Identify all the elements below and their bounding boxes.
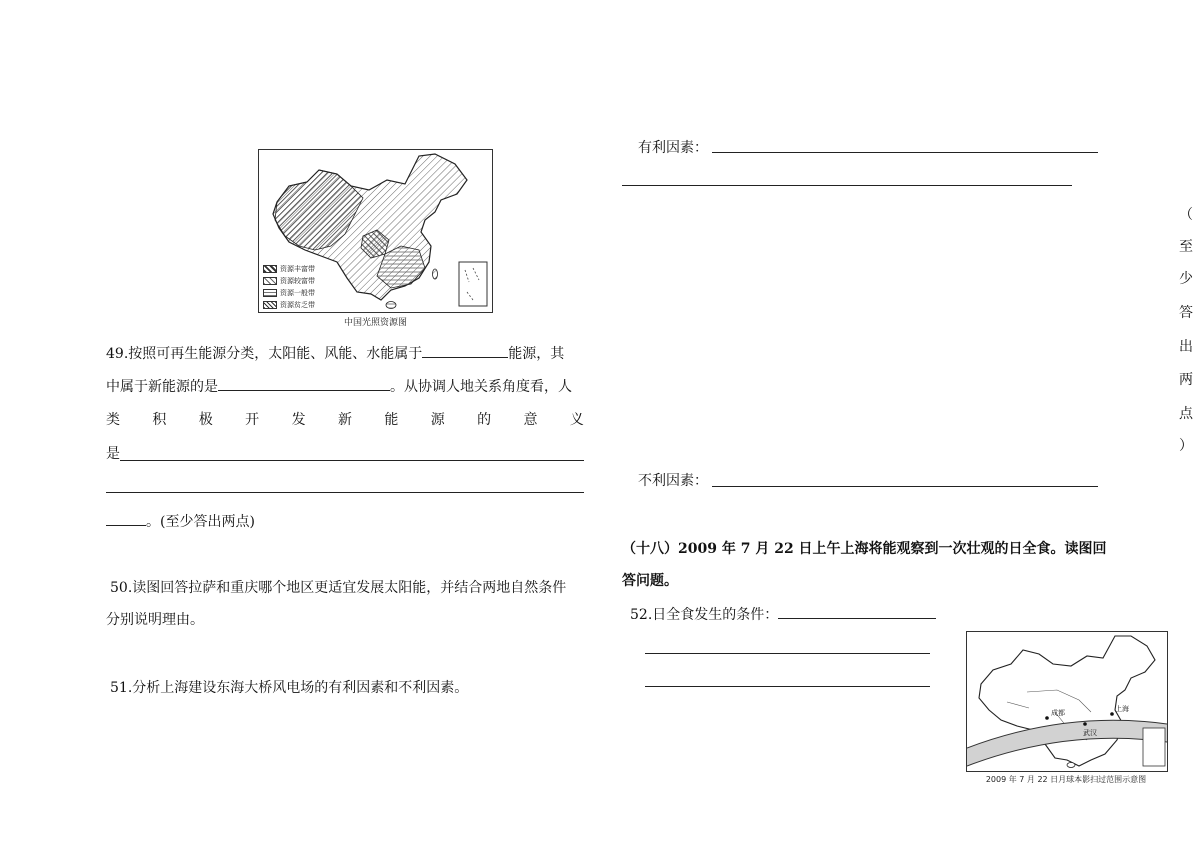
legend-label: 资源丰富带 [280,265,315,273]
q49-blank-3[interactable] [106,525,146,526]
q52-blank[interactable] [778,618,936,619]
side-note-char: 点 [1179,406,1193,422]
q49-text: 中属于新能源的是 [106,379,218,395]
q52-label: 52.日全食发生的条件： [630,607,779,623]
city-label-chengdu: 成都 [1051,709,1065,717]
side-note-char: 出 [1179,339,1193,355]
q49-char: 极 [198,412,213,428]
legend-label: 资源一般带 [280,289,315,297]
q52-answer-line-2[interactable] [645,686,930,687]
legend-swatch [263,265,277,273]
q49-answer-line-2[interactable] [106,492,584,493]
legend-item-fairly-rich [263,276,315,286]
legend-label: 资源贫乏带 [280,301,315,309]
section18-heading-line1: （十八）2009 年 7 月 22 日上午上海将能观察到一次壮观的日全食。读图回 [622,541,1107,557]
q49-blank-1[interactable] [422,357,508,358]
q49-text: 。从协调人地关系角度看，人 [390,379,572,395]
q49-line3 [106,409,584,429]
q49-char: 新 [337,412,352,428]
side-note-char: 答 [1179,305,1193,321]
eclipse-path-map-drawing [967,632,1167,771]
q49-text: 能源，其 [508,346,565,362]
legend-swatch [263,289,277,297]
favorable-factors-label: 有利因素： [638,140,708,156]
legend-item-rich [263,264,315,274]
legend-swatch [263,301,277,309]
q52-line1 [630,604,936,624]
q49-blank-2[interactable] [218,390,390,391]
unfavorable-factors-label: 不利因素： [638,473,708,489]
legend-item-poor [263,300,315,310]
side-note-char: 至 [1179,239,1193,255]
q51-line1: 51.分析上海建设东海大桥风电场的有利因素和不利因素。 [110,680,469,696]
city-label-shanghai: 上海 [1115,705,1129,713]
side-note-char: （ [1179,207,1193,223]
side-note-char: ） [1179,438,1193,454]
legend-swatch [263,277,277,285]
legend-item-general [263,288,315,298]
q49-line2 [106,376,584,396]
q49-char: 义 [569,412,584,428]
map1-caption: 中国光照资源图 [343,318,407,328]
q49-char: 的 [477,412,492,428]
q49-char: 意 [523,412,538,428]
city-label-wuhan: 武汉 [1083,729,1097,737]
q49-tail-text: 。(至少答出两点) [146,514,255,530]
section18-heading-line2: 答问题。 [622,573,678,589]
q49-line4-label: 是 [106,446,120,462]
q49-char: 类 [106,412,120,428]
q49-char: 能 [384,412,399,428]
legend-label: 资源较富带 [280,277,315,285]
side-note-char: 两 [1179,372,1193,388]
eclipse-path-map [966,631,1168,772]
q49-line1 [106,343,584,363]
favorable-answer-line-1[interactable] [712,152,1098,153]
q49-char: 源 [430,412,445,428]
q49-text: 49.按照可再生能源分类，太阳能、风能、水能属于 [106,346,423,362]
map2-caption: 2009 年 7 月 22 日月球本影扫过范围示意图 [985,775,1147,784]
q52-answer-line-1[interactable] [645,653,930,654]
q49-char: 开 [245,412,260,428]
q49-answer-line-1[interactable] [120,460,584,461]
q50-line2: 分别说明理由。 [106,612,204,628]
side-note-char: 少 [1179,271,1193,287]
q50-line1: 50.读图回答拉萨和重庆哪个地区更适宜发展太阳能，并结合两地自然条件 [110,580,567,596]
q49-char: 发 [291,412,306,428]
q49-tail [106,511,255,531]
china-solar-map [258,149,493,313]
favorable-answer-line-2[interactable] [622,185,1072,186]
unfavorable-answer-line[interactable] [712,486,1098,487]
q49-char: 积 [152,412,167,428]
